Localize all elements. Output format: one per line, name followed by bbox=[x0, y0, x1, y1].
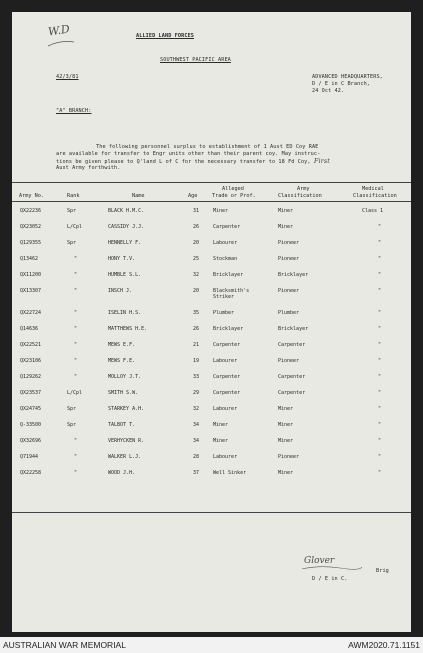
cell-age: 37 bbox=[193, 470, 200, 476]
cell-trade-line-2: Striker bbox=[213, 294, 235, 300]
header-army-1: Army bbox=[297, 186, 310, 192]
cell-medical: " bbox=[378, 422, 382, 428]
cell-name: MEWS F.E. bbox=[108, 358, 136, 364]
hq-line-2: D / E in C Branch, bbox=[312, 81, 371, 87]
signature-title: D / E in C. bbox=[312, 576, 348, 582]
cell-rank: " bbox=[74, 256, 78, 262]
cell-army-no: QX22724 bbox=[20, 310, 42, 316]
cell-trade: Labourer bbox=[213, 358, 238, 364]
cell-trade: Bricklayer bbox=[213, 272, 244, 278]
body-line-3 bbox=[56, 158, 330, 165]
cell-trade: Labourer bbox=[213, 240, 238, 246]
cell-army-no: QX22521 bbox=[20, 342, 42, 348]
cell-army-class: Miner bbox=[278, 470, 294, 476]
cell-army-no: Q-33500 bbox=[20, 422, 42, 428]
cell-age: 29 bbox=[193, 390, 200, 396]
cell-medical: " bbox=[378, 438, 382, 444]
cell-rank: Spr bbox=[67, 406, 77, 412]
cell-army-no: Q14636 bbox=[20, 326, 39, 332]
cell-army-no: Q13462 bbox=[20, 256, 39, 262]
hq-line-1: ADVANCED HEADQUARTERS, bbox=[312, 74, 383, 80]
signature-rank: Brig bbox=[376, 568, 389, 574]
cell-trade: Blacksmith's bbox=[213, 288, 250, 294]
table-row bbox=[12, 240, 411, 250]
cell-rank: " bbox=[74, 342, 78, 348]
table-row bbox=[12, 208, 411, 218]
header-rank: Rank bbox=[67, 193, 80, 199]
cell-rank: " bbox=[74, 288, 78, 294]
cell-army-no: Q71944 bbox=[20, 454, 39, 460]
table-row bbox=[12, 406, 411, 416]
cell-age: 26 bbox=[193, 326, 200, 332]
cell-name: WOOD J.H. bbox=[108, 470, 136, 476]
cell-rank: " bbox=[74, 470, 78, 476]
cell-rank: Spr bbox=[67, 422, 77, 428]
header-age: Age bbox=[188, 193, 198, 199]
cell-rank: " bbox=[74, 310, 78, 316]
cell-medical: " bbox=[378, 224, 382, 230]
signature: Glover bbox=[304, 556, 335, 566]
cell-medical: " bbox=[378, 272, 382, 278]
cell-age: 32 bbox=[193, 272, 200, 278]
document-sheet bbox=[12, 12, 411, 632]
cell-army-class: Miner bbox=[278, 406, 294, 412]
table-header-rule bbox=[12, 201, 411, 202]
branch-heading: "A" BRANCH: bbox=[56, 108, 92, 114]
cell-medical: " bbox=[378, 288, 382, 294]
cell-medical: " bbox=[378, 390, 382, 396]
cell-medical: " bbox=[378, 326, 382, 332]
cell-army-class: Bricklayer bbox=[278, 326, 309, 332]
cell-name: HONY T.V. bbox=[108, 256, 136, 262]
hq-line-3: 24 Oct 42. bbox=[312, 88, 345, 94]
cell-army-class: Pioneer bbox=[278, 288, 300, 294]
table-row bbox=[12, 310, 411, 320]
cell-army-class: Carpenter bbox=[278, 390, 306, 396]
table-row bbox=[12, 224, 411, 234]
footer-source: AUSTRALIAN WAR MEMORIAL bbox=[3, 640, 126, 650]
cell-name: CASSIDY J.J. bbox=[108, 224, 145, 230]
cell-army-class: Pioneer bbox=[278, 256, 300, 262]
cell-name: INSCH J. bbox=[108, 288, 133, 294]
cell-army-class: Carpenter bbox=[278, 374, 306, 380]
cell-name: HUMBLE S.L. bbox=[108, 272, 142, 278]
document-subtitle: SOUTHWEST PACIFIC AREA bbox=[160, 57, 231, 63]
cell-army-no: QX23052 bbox=[20, 224, 42, 230]
cell-age: 25 bbox=[193, 256, 200, 262]
document-title: ALLIED LAND FORCES bbox=[136, 33, 195, 39]
footer-bar bbox=[0, 637, 423, 653]
cell-age: 34 bbox=[193, 438, 200, 444]
cell-army-class: Pioneer bbox=[278, 454, 300, 460]
table-row bbox=[12, 454, 411, 464]
cell-army-class: Pioneer bbox=[278, 358, 300, 364]
cell-rank: Spr bbox=[67, 208, 77, 214]
cell-trade: Labourer bbox=[213, 406, 238, 412]
cell-medical: " bbox=[378, 406, 382, 412]
cell-medical: " bbox=[378, 454, 382, 460]
cell-trade: Miner bbox=[213, 438, 229, 444]
cell-army-no: QX22258 bbox=[20, 470, 42, 476]
cell-age: 26 bbox=[193, 224, 200, 230]
table-row bbox=[12, 470, 411, 480]
cell-name: SMITH S.W. bbox=[108, 390, 139, 396]
cell-army-class: Miner bbox=[278, 422, 294, 428]
table-row bbox=[12, 390, 411, 400]
cell-army-no: QX11200 bbox=[20, 272, 42, 278]
cell-trade: Labourer bbox=[213, 454, 238, 460]
header-alleged-2: Trade or Prof. bbox=[212, 193, 256, 199]
cell-army-class: Miner bbox=[278, 208, 294, 214]
handwritten-mark: W.D bbox=[47, 22, 71, 39]
body-handwritten-insert: First bbox=[313, 157, 331, 165]
cell-army-no: QX32696 bbox=[20, 438, 42, 444]
body-line-1: The following personnel surplus to establishment of 1 Aust ED Coy RAE bbox=[96, 144, 319, 150]
cell-rank: L/Cpl bbox=[67, 224, 83, 230]
header-army-2: Classification bbox=[278, 193, 322, 199]
cell-medical: Class 1 bbox=[362, 208, 384, 214]
cell-army-class: Miner bbox=[278, 438, 294, 444]
cell-trade: Bricklayer bbox=[213, 326, 244, 332]
cell-name: STARKEY A.H. bbox=[108, 406, 145, 412]
cell-name: BLACK H.M.C. bbox=[108, 208, 145, 214]
cell-army-class: Pioneer bbox=[278, 240, 300, 246]
cell-rank: " bbox=[74, 272, 78, 278]
cell-medical: " bbox=[378, 310, 382, 316]
cell-trade: Miner bbox=[213, 422, 229, 428]
cell-rank: " bbox=[74, 358, 78, 364]
cell-trade: Plumber bbox=[213, 310, 235, 316]
cell-name: WALKER L.J. bbox=[108, 454, 142, 460]
table-row bbox=[12, 374, 411, 384]
body-line-2: are available for transfer to Engr units other than their parent coy. May instruc- bbox=[56, 151, 321, 157]
cell-medical: " bbox=[378, 470, 382, 476]
cell-name: ISELIN H.S. bbox=[108, 310, 142, 316]
cell-name: MEWS E.F. bbox=[108, 342, 136, 348]
cell-trade: Well Sinker bbox=[213, 470, 247, 476]
cell-age: 21 bbox=[193, 342, 200, 348]
table-row bbox=[12, 342, 411, 352]
cell-rank: Spr bbox=[67, 240, 77, 246]
cell-medical: " bbox=[378, 342, 382, 348]
cell-age: 19 bbox=[193, 358, 200, 364]
table-row bbox=[12, 256, 411, 266]
cell-army-class: Bricklayer bbox=[278, 272, 309, 278]
cell-army-no: QX22236 bbox=[20, 208, 42, 214]
cell-trade: Carpenter bbox=[213, 342, 241, 348]
cell-name: HENNELLY F. bbox=[108, 240, 142, 246]
cell-rank: " bbox=[74, 326, 78, 332]
cell-army-no: QX13307 bbox=[20, 288, 42, 294]
cell-age: 33 bbox=[193, 374, 200, 380]
cell-medical: " bbox=[378, 358, 382, 364]
cell-name: MOLLOY J.T. bbox=[108, 374, 142, 380]
cell-army-no: QX24745 bbox=[20, 406, 42, 412]
table-row bbox=[12, 438, 411, 448]
header-alleged-1: Alleged bbox=[222, 186, 244, 192]
cell-trade: Miner bbox=[213, 208, 229, 214]
cell-age: 34 bbox=[193, 422, 200, 428]
footer-accession-id: AWM2020.71.1151 bbox=[348, 640, 420, 650]
header-medical-2: Classification bbox=[353, 193, 397, 199]
cell-name: TALBOT T. bbox=[108, 422, 136, 428]
header-medical-1: Medical bbox=[362, 186, 384, 192]
cell-rank: " bbox=[74, 374, 78, 380]
cell-army-no: Q129262 bbox=[20, 374, 42, 380]
signature-flourish-icon bbox=[300, 564, 364, 572]
cell-name: MATTHEWS H.E. bbox=[108, 326, 148, 332]
cell-trade: Carpenter bbox=[213, 390, 241, 396]
cell-medical: " bbox=[378, 374, 382, 380]
table-row bbox=[12, 288, 411, 298]
cell-age: 31 bbox=[193, 208, 200, 214]
body-line-4: Aust Army forthwith. bbox=[56, 165, 121, 171]
header-name: Name bbox=[132, 193, 145, 199]
cell-rank: L/Cpl bbox=[67, 390, 83, 396]
cell-army-no: QX23106 bbox=[20, 358, 42, 364]
cell-age: 35 bbox=[193, 310, 200, 316]
cell-medical: " bbox=[378, 240, 382, 246]
reference-number: 42/3/81 bbox=[56, 74, 79, 80]
cell-trade: Carpenter bbox=[213, 374, 241, 380]
table-row bbox=[12, 272, 411, 282]
cell-army-no: Q129355 bbox=[20, 240, 42, 246]
cell-army-no: QX23537 bbox=[20, 390, 42, 396]
handwritten-underline-icon bbox=[46, 38, 76, 48]
body-line-3-text: tions be given please to Q'land L of C for the necessary transfer to 18 Fd Coy, bbox=[56, 159, 311, 165]
cell-age: 20 bbox=[193, 288, 200, 294]
cell-army-class: Plumber bbox=[278, 310, 300, 316]
cell-army-class: Carpenter bbox=[278, 342, 306, 348]
cell-name: VERHYCKEN R. bbox=[108, 438, 145, 444]
cell-rank: " bbox=[74, 438, 78, 444]
table-row bbox=[12, 358, 411, 368]
cell-trade: Carpenter bbox=[213, 224, 241, 230]
table-bottom-rule bbox=[12, 512, 411, 513]
cell-age: 32 bbox=[193, 406, 200, 412]
table-row bbox=[12, 326, 411, 336]
cell-age: 28 bbox=[193, 454, 200, 460]
cell-army-class: Miner bbox=[278, 224, 294, 230]
table-row bbox=[12, 422, 411, 432]
cell-trade: Stockman bbox=[213, 256, 238, 262]
cell-medical: " bbox=[378, 256, 382, 262]
header-army-no: Army No. bbox=[19, 193, 44, 199]
cell-age: 20 bbox=[193, 240, 200, 246]
cell-rank: " bbox=[74, 454, 78, 460]
table-top-rule bbox=[12, 182, 411, 183]
